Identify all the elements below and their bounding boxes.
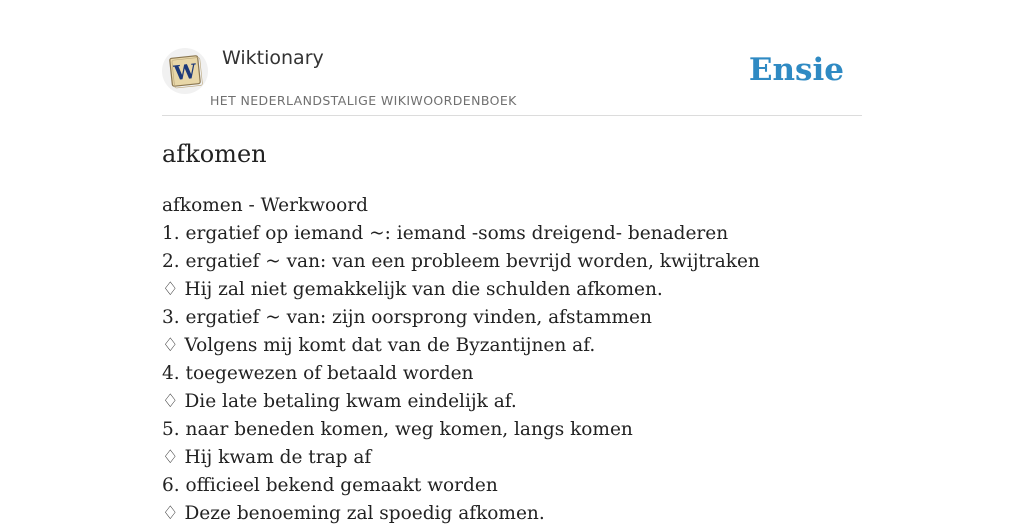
wiktionary-tile-icon [168,54,202,88]
definition-line: 4. toegewezen of betaald worden [162,363,474,384]
definition-line: 6. officieel bekend gemaakt worden [162,475,498,496]
entry-heading: afkomen - Werkwoord [162,195,368,216]
source-name: Wiktionary [222,47,324,69]
ensie-brand-link[interactable]: Ensie [748,52,844,88]
wiktionary-logo [162,48,208,94]
word-title: afkomen [162,140,267,168]
definition-body [162,192,862,528]
page [162,0,862,524]
definition-line: 2. ergatief ~ van: van een probleem bevrijd worden, kwijtraken [162,251,760,272]
example-line: ♢ Hij kwam de trap af [162,447,372,468]
example-line: ♢ Volgens mij komt dat van de Byzantijnen af. [162,335,596,356]
source-subtitle: HET NEDERLANDSTALIGE WIKIWOORDENBOEK [210,93,517,108]
example-line: ♢ Die late betaling kwam eindelijk af. [162,391,517,412]
definition-line: 5. naar beneden komen, weg komen, langs komen [162,419,633,440]
example-line: ♢ Hij zal niet gemakkelijk van die schulden afkomen. [162,279,663,300]
example-line: ♢ Deze benoeming zal spoedig afkomen. [162,503,545,524]
definition-line: 1. ergatief op iemand ~: iemand -soms dreigend- benaderen [162,223,729,244]
header [162,0,862,116]
logo-letter: W [172,58,198,86]
definition-line: 3. ergatief ~ van: zijn oorsprong vinden, afstammen [162,307,652,328]
